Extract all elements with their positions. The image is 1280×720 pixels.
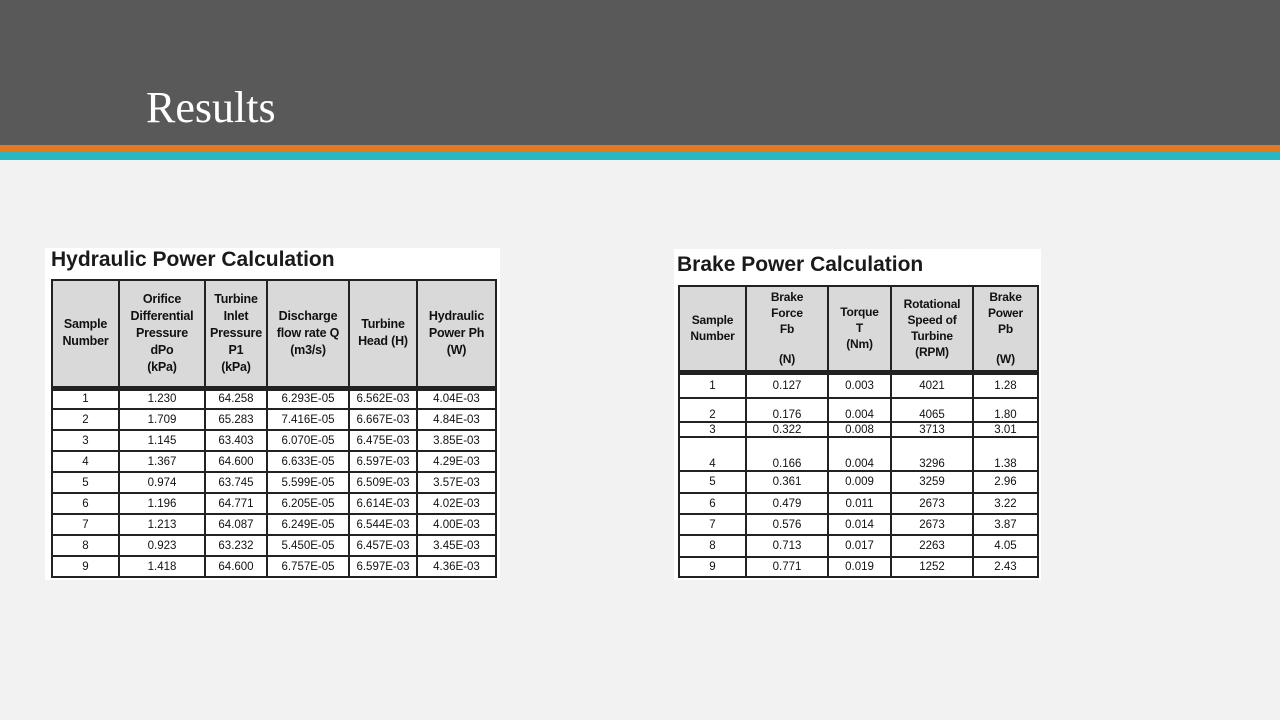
table-cell: 9 xyxy=(52,556,119,577)
table-cell: 1 xyxy=(52,388,119,409)
table-cell: 8 xyxy=(52,535,119,556)
table-cell: 3259 xyxy=(891,471,973,493)
table-cell: 65.283 xyxy=(205,409,267,430)
table-cell: 6.070E-05 xyxy=(267,430,349,451)
table-row xyxy=(679,437,1038,471)
table-cell: 6.667E-03 xyxy=(349,409,417,430)
column-header-line: (Nm) xyxy=(846,337,873,352)
brake-power-title: Brake Power Calculation xyxy=(677,253,924,276)
table-row xyxy=(679,535,1038,557)
column-header-line: Rotational xyxy=(903,297,961,312)
table-cell: 1.80 xyxy=(973,398,1038,422)
table-cell: 4 xyxy=(679,437,746,471)
table-cell: 0.017 xyxy=(828,535,891,557)
table-cell: 3.87 xyxy=(973,514,1038,535)
table-cell: 0.361 xyxy=(746,471,828,493)
table-row xyxy=(52,409,496,430)
table-cell: 0.003 xyxy=(828,372,891,398)
table-row xyxy=(52,556,496,577)
table-row xyxy=(679,557,1038,577)
column-header-line: Head (H) xyxy=(358,334,408,349)
table-cell: 8 xyxy=(679,535,746,557)
table-cell: 0.019 xyxy=(828,557,891,577)
brake-power-table xyxy=(678,285,1039,578)
table-cell: 3.57E-03 xyxy=(417,472,496,493)
table-cell: 6 xyxy=(52,493,119,514)
table-cell: 0.127 xyxy=(746,372,828,398)
table-row xyxy=(52,388,496,409)
table-row xyxy=(52,535,496,556)
table-cell: 6.293E-05 xyxy=(267,388,349,409)
table-cell: 1.213 xyxy=(119,514,205,535)
column-header xyxy=(973,286,1038,372)
column-header-line: Turbine xyxy=(214,291,258,306)
column-header-line: Number xyxy=(62,334,109,349)
table-cell: 64.600 xyxy=(205,556,267,577)
table-cell: 3.45E-03 xyxy=(417,535,496,556)
table-cell: 6 xyxy=(679,493,746,514)
column-header-line: Brake xyxy=(770,290,804,305)
column-header-line: (kPa) xyxy=(221,359,251,374)
table-cell: 0.014 xyxy=(828,514,891,535)
table-cell: 0.713 xyxy=(746,535,828,557)
table-cell: 0.322 xyxy=(746,422,828,437)
column-header-line: Sample xyxy=(691,313,734,328)
column-header-line: Pressure xyxy=(210,325,262,340)
table-cell: 1.145 xyxy=(119,430,205,451)
column-header-line: Pb xyxy=(998,322,1013,337)
column-header-line: Discharge xyxy=(278,308,338,323)
table-cell: 1.196 xyxy=(119,493,205,514)
table-cell: 3296 xyxy=(891,437,973,471)
table-cell: 64.258 xyxy=(205,388,267,409)
table-row xyxy=(52,430,496,451)
column-header xyxy=(205,280,267,388)
table-cell: 64.771 xyxy=(205,493,267,514)
table-row xyxy=(679,422,1038,437)
hydraulic-power-title: Hydraulic Power Calculation xyxy=(51,248,335,271)
slide-title: Results xyxy=(146,83,276,132)
column-header-line: Fb xyxy=(779,322,795,337)
table-cell: 5.450E-05 xyxy=(267,535,349,556)
table-cell: 1.230 xyxy=(119,388,205,409)
column-header-line: Number xyxy=(690,329,735,344)
table-cell: 4.84E-03 xyxy=(417,409,496,430)
table-cell: 1.367 xyxy=(119,451,205,472)
table-cell: 1.28 xyxy=(973,372,1038,398)
column-header-line: Speed of xyxy=(907,313,957,328)
table-cell: 5 xyxy=(679,471,746,493)
table-cell: 63.403 xyxy=(205,430,267,451)
column-header-line: Brake xyxy=(989,290,1022,305)
column-header-line: Pressure xyxy=(136,325,188,340)
table-cell: 4021 xyxy=(891,372,973,398)
column-header-line: dPo xyxy=(150,342,174,357)
table-cell: 2263 xyxy=(891,535,973,557)
table-cell: 4.02E-03 xyxy=(417,493,496,514)
table-cell: 0.009 xyxy=(828,471,891,493)
table-cell: 3.22 xyxy=(973,493,1038,514)
table-row xyxy=(679,514,1038,535)
table-header-row xyxy=(52,280,496,388)
table-cell: 64.600 xyxy=(205,451,267,472)
column-header xyxy=(349,280,417,388)
column-header-line: (W) xyxy=(446,342,467,357)
brake-power-panel xyxy=(674,249,1041,580)
table-cell: 7.416E-05 xyxy=(267,409,349,430)
column-header-line: flow rate Q xyxy=(276,325,340,340)
table-cell: 1252 xyxy=(891,557,973,577)
hydraulic-power-table xyxy=(51,279,497,578)
table-cell: 0.004 xyxy=(828,437,891,471)
table-cell: 0.166 xyxy=(746,437,828,471)
table-cell: 6.597E-03 xyxy=(349,556,417,577)
table-cell: 5 xyxy=(52,472,119,493)
table-cell: 4.00E-03 xyxy=(417,514,496,535)
column-header xyxy=(119,280,205,388)
column-header xyxy=(746,286,828,372)
column-header xyxy=(417,280,496,388)
table-cell: 1.709 xyxy=(119,409,205,430)
table-cell: 2.96 xyxy=(973,471,1038,493)
table-row xyxy=(52,451,496,472)
column-header-line: (RPM) xyxy=(915,345,949,360)
table-cell: 1 xyxy=(679,372,746,398)
table-cell: 6.205E-05 xyxy=(267,493,349,514)
column-header-line: (m3/s) xyxy=(290,342,326,357)
table-cell: 0.974 xyxy=(119,472,205,493)
table-cell: 0.479 xyxy=(746,493,828,514)
table-cell: 4.36E-03 xyxy=(417,556,496,577)
table-row xyxy=(679,398,1038,422)
table-row xyxy=(679,471,1038,493)
table-cell: 4065 xyxy=(891,398,973,422)
table-cell: 0.923 xyxy=(119,535,205,556)
table-cell: 6.614E-03 xyxy=(349,493,417,514)
table-cell: 6.544E-03 xyxy=(349,514,417,535)
table-cell: 0.004 xyxy=(828,398,891,422)
table-cell: 2673 xyxy=(891,514,973,535)
column-header-line: Orifice xyxy=(142,291,182,306)
column-header-line: T xyxy=(855,321,864,336)
table-cell: 1.418 xyxy=(119,556,205,577)
table-cell: 0.011 xyxy=(828,493,891,514)
column-header-line: Power Ph xyxy=(428,325,485,340)
table-cell: 4 xyxy=(52,451,119,472)
column-header-line: Torque xyxy=(840,305,879,320)
table-cell: 63.745 xyxy=(205,472,267,493)
table-row xyxy=(52,514,496,535)
header-stripe-teal xyxy=(0,151,1280,160)
table-cell: 0.771 xyxy=(746,557,828,577)
column-header-unit: (W) xyxy=(996,352,1015,367)
column-header-line: Force xyxy=(771,306,803,321)
table-cell: 6.562E-03 xyxy=(349,388,417,409)
column-header xyxy=(679,286,746,372)
table-cell: 7 xyxy=(679,514,746,535)
table-cell: 5.599E-05 xyxy=(267,472,349,493)
table-cell: 6.757E-05 xyxy=(267,556,349,577)
table-cell: 7 xyxy=(52,514,119,535)
column-header-line: P1 xyxy=(228,342,244,357)
table-header-row xyxy=(679,286,1038,372)
column-header-line: Sample xyxy=(63,317,108,332)
table-cell: 1.38 xyxy=(973,437,1038,471)
column-header-line: Inlet xyxy=(223,308,249,323)
column-header-unit: (N) xyxy=(778,352,796,367)
table-cell: 3713 xyxy=(891,422,973,437)
table-row xyxy=(52,472,496,493)
column-header-line: Turbine xyxy=(361,317,405,332)
column-header-line: (kPa) xyxy=(147,359,177,374)
table-cell: 2 xyxy=(52,409,119,430)
table-cell: 6.475E-03 xyxy=(349,430,417,451)
table-cell: 2.43 xyxy=(973,557,1038,577)
column-header xyxy=(267,280,349,388)
column-header xyxy=(52,280,119,388)
column-header-line: Power xyxy=(987,306,1023,321)
table-cell: 9 xyxy=(679,557,746,577)
table-cell: 3.01 xyxy=(973,422,1038,437)
column-header-line: Turbine xyxy=(911,329,953,344)
column-header xyxy=(891,286,973,372)
column-header xyxy=(828,286,891,372)
table-row xyxy=(679,493,1038,514)
table-cell: 3.85E-03 xyxy=(417,430,496,451)
table-cell: 0.576 xyxy=(746,514,828,535)
table-cell: 6.457E-03 xyxy=(349,535,417,556)
table-cell: 0.176 xyxy=(746,398,828,422)
table-cell: 3 xyxy=(679,422,746,437)
table-cell: 2673 xyxy=(891,493,973,514)
table-cell: 4.04E-03 xyxy=(417,388,496,409)
table-cell: 6.509E-03 xyxy=(349,472,417,493)
table-cell: 3 xyxy=(52,430,119,451)
table-cell: 6.597E-03 xyxy=(349,451,417,472)
table-cell: 4.05 xyxy=(973,535,1038,557)
table-cell: 63.232 xyxy=(205,535,267,556)
table-cell: 4.29E-03 xyxy=(417,451,496,472)
column-header-line: Hydraulic xyxy=(428,308,485,323)
table-cell: 6.249E-05 xyxy=(267,514,349,535)
table-row xyxy=(679,372,1038,398)
table-cell: 2 xyxy=(679,398,746,422)
hydraulic-power-panel xyxy=(45,248,500,580)
table-cell: 0.008 xyxy=(828,422,891,437)
table-cell: 6.633E-05 xyxy=(267,451,349,472)
table-row xyxy=(52,493,496,514)
column-header-line: Differential xyxy=(130,308,194,323)
table-cell: 64.087 xyxy=(205,514,267,535)
